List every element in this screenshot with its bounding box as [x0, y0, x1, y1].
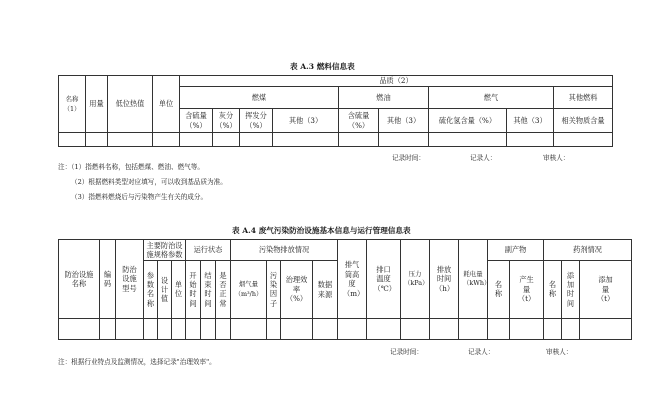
a3-coal-other: 其他（3） [273, 109, 339, 133]
a4-col-pressure: 压力（kPa） [401, 240, 430, 319]
a3-group-coal: 燃煤 [180, 87, 339, 109]
table-a3 [58, 75, 613, 147]
a4-emission-volume: 烟气量（m³/h） [231, 261, 267, 319]
a4-status-start: 开始时间 [186, 261, 201, 319]
a4-chemical-name: 名称 [544, 261, 562, 319]
table-a4 [58, 239, 632, 340]
a3-oil-other: 其他（3） [379, 109, 429, 133]
a3-coal-ash: 灰分（%） [213, 109, 240, 133]
a3-oil-sulfur: 含硫量（%） [339, 109, 379, 133]
a4-col-model: 防治设施型号 [116, 240, 144, 319]
a3-group-other: 其他燃料 [554, 87, 613, 109]
a4-group-byproduct: 副产物 [488, 240, 544, 261]
a4-col-stack-height: 排气筒高度（m） [338, 240, 367, 319]
a4-param-unit: 单位 [172, 261, 186, 319]
a4-byproduct-amount: 产生量（t） [510, 261, 544, 319]
a3-record-time: 记录时间： [392, 154, 425, 162]
a4-col-code: 编码 [100, 240, 116, 319]
a4-group-chemical: 药剂情况 [544, 240, 632, 261]
a4-chemical-time: 添加时间 [562, 261, 580, 319]
a4-recorder: 记录人： [468, 348, 495, 356]
a4-reviewer: 审核人： [546, 348, 573, 356]
a4-col-outlet-temp: 排口温度（℃） [367, 240, 401, 319]
a3-col-name: 名称（1） [59, 76, 86, 133]
a4-param-design: 设计值 [158, 261, 172, 319]
a3-coal-volatile: 挥发分（%） [240, 109, 273, 133]
table-a3-title: 表 A.3 燃料信息表 [290, 62, 355, 71]
a4-col-duration: 排放时间（h） [430, 240, 459, 319]
a3-reviewer: 审核人： [543, 154, 570, 162]
a4-col-power: 耗电量（kWh） [459, 240, 488, 319]
a3-coal-sulfur: 含硫量（%） [180, 109, 213, 133]
a3-other-substance: 相关物质含量 [554, 109, 613, 133]
a3-col-usage: 用量 [86, 76, 108, 133]
a4-byproduct-name: 名称 [488, 261, 510, 319]
a3-note-2: （2）根据燃料类型对应填写，可以收到基品质为准。 [71, 178, 227, 186]
a4-record-time: 记录时间： [390, 348, 423, 356]
a3-group-gas: 燃气 [429, 87, 554, 109]
a3-note-1: 注：（1）指燃料名称，包括燃煤、燃油、燃气等。 [58, 163, 204, 171]
a4-emission-efficiency: 治理效率（%） [281, 261, 313, 319]
a4-status-normal: 是否正常 [216, 261, 231, 319]
table-row [59, 319, 632, 340]
a3-gas-h2s: 硫化氢含量（%） [429, 109, 507, 133]
a4-emission-factor: 污染因子 [267, 261, 281, 319]
a4-param-name: 参数名称 [144, 261, 158, 319]
a4-col-facility-name: 防治设施名称 [59, 240, 100, 319]
a4-emission-source: 数据来源 [313, 261, 338, 319]
a3-col-unit: 单位 [153, 76, 180, 133]
a3-col-heat: 低位热值 [108, 76, 153, 133]
a4-chemical-amount: 添加量（t） [580, 261, 632, 319]
table-a4-title: 表 A.4 废气污染防治设施基本信息与运行管理信息表 [232, 226, 411, 235]
table-row [59, 133, 613, 147]
a4-note: 注：根据行业特点及监测情况，选择记录"治理效率"。 [58, 358, 216, 366]
a4-group-emission: 污染物排放情况 [231, 240, 338, 261]
a3-group-oil: 燃油 [339, 87, 429, 109]
a4-group-params: 主要防治设施规格参数 [144, 240, 186, 261]
a3-gas-other: 其他（3） [507, 109, 554, 133]
a4-group-status: 运行状态 [186, 240, 231, 261]
a3-recorder: 记录人： [470, 154, 497, 162]
a4-status-end: 结束时间 [201, 261, 216, 319]
a3-quality-header: 品质（2） [180, 76, 613, 87]
a3-note-3: （3）指燃料燃烧后与污染物产生有关的成分。 [71, 193, 208, 201]
